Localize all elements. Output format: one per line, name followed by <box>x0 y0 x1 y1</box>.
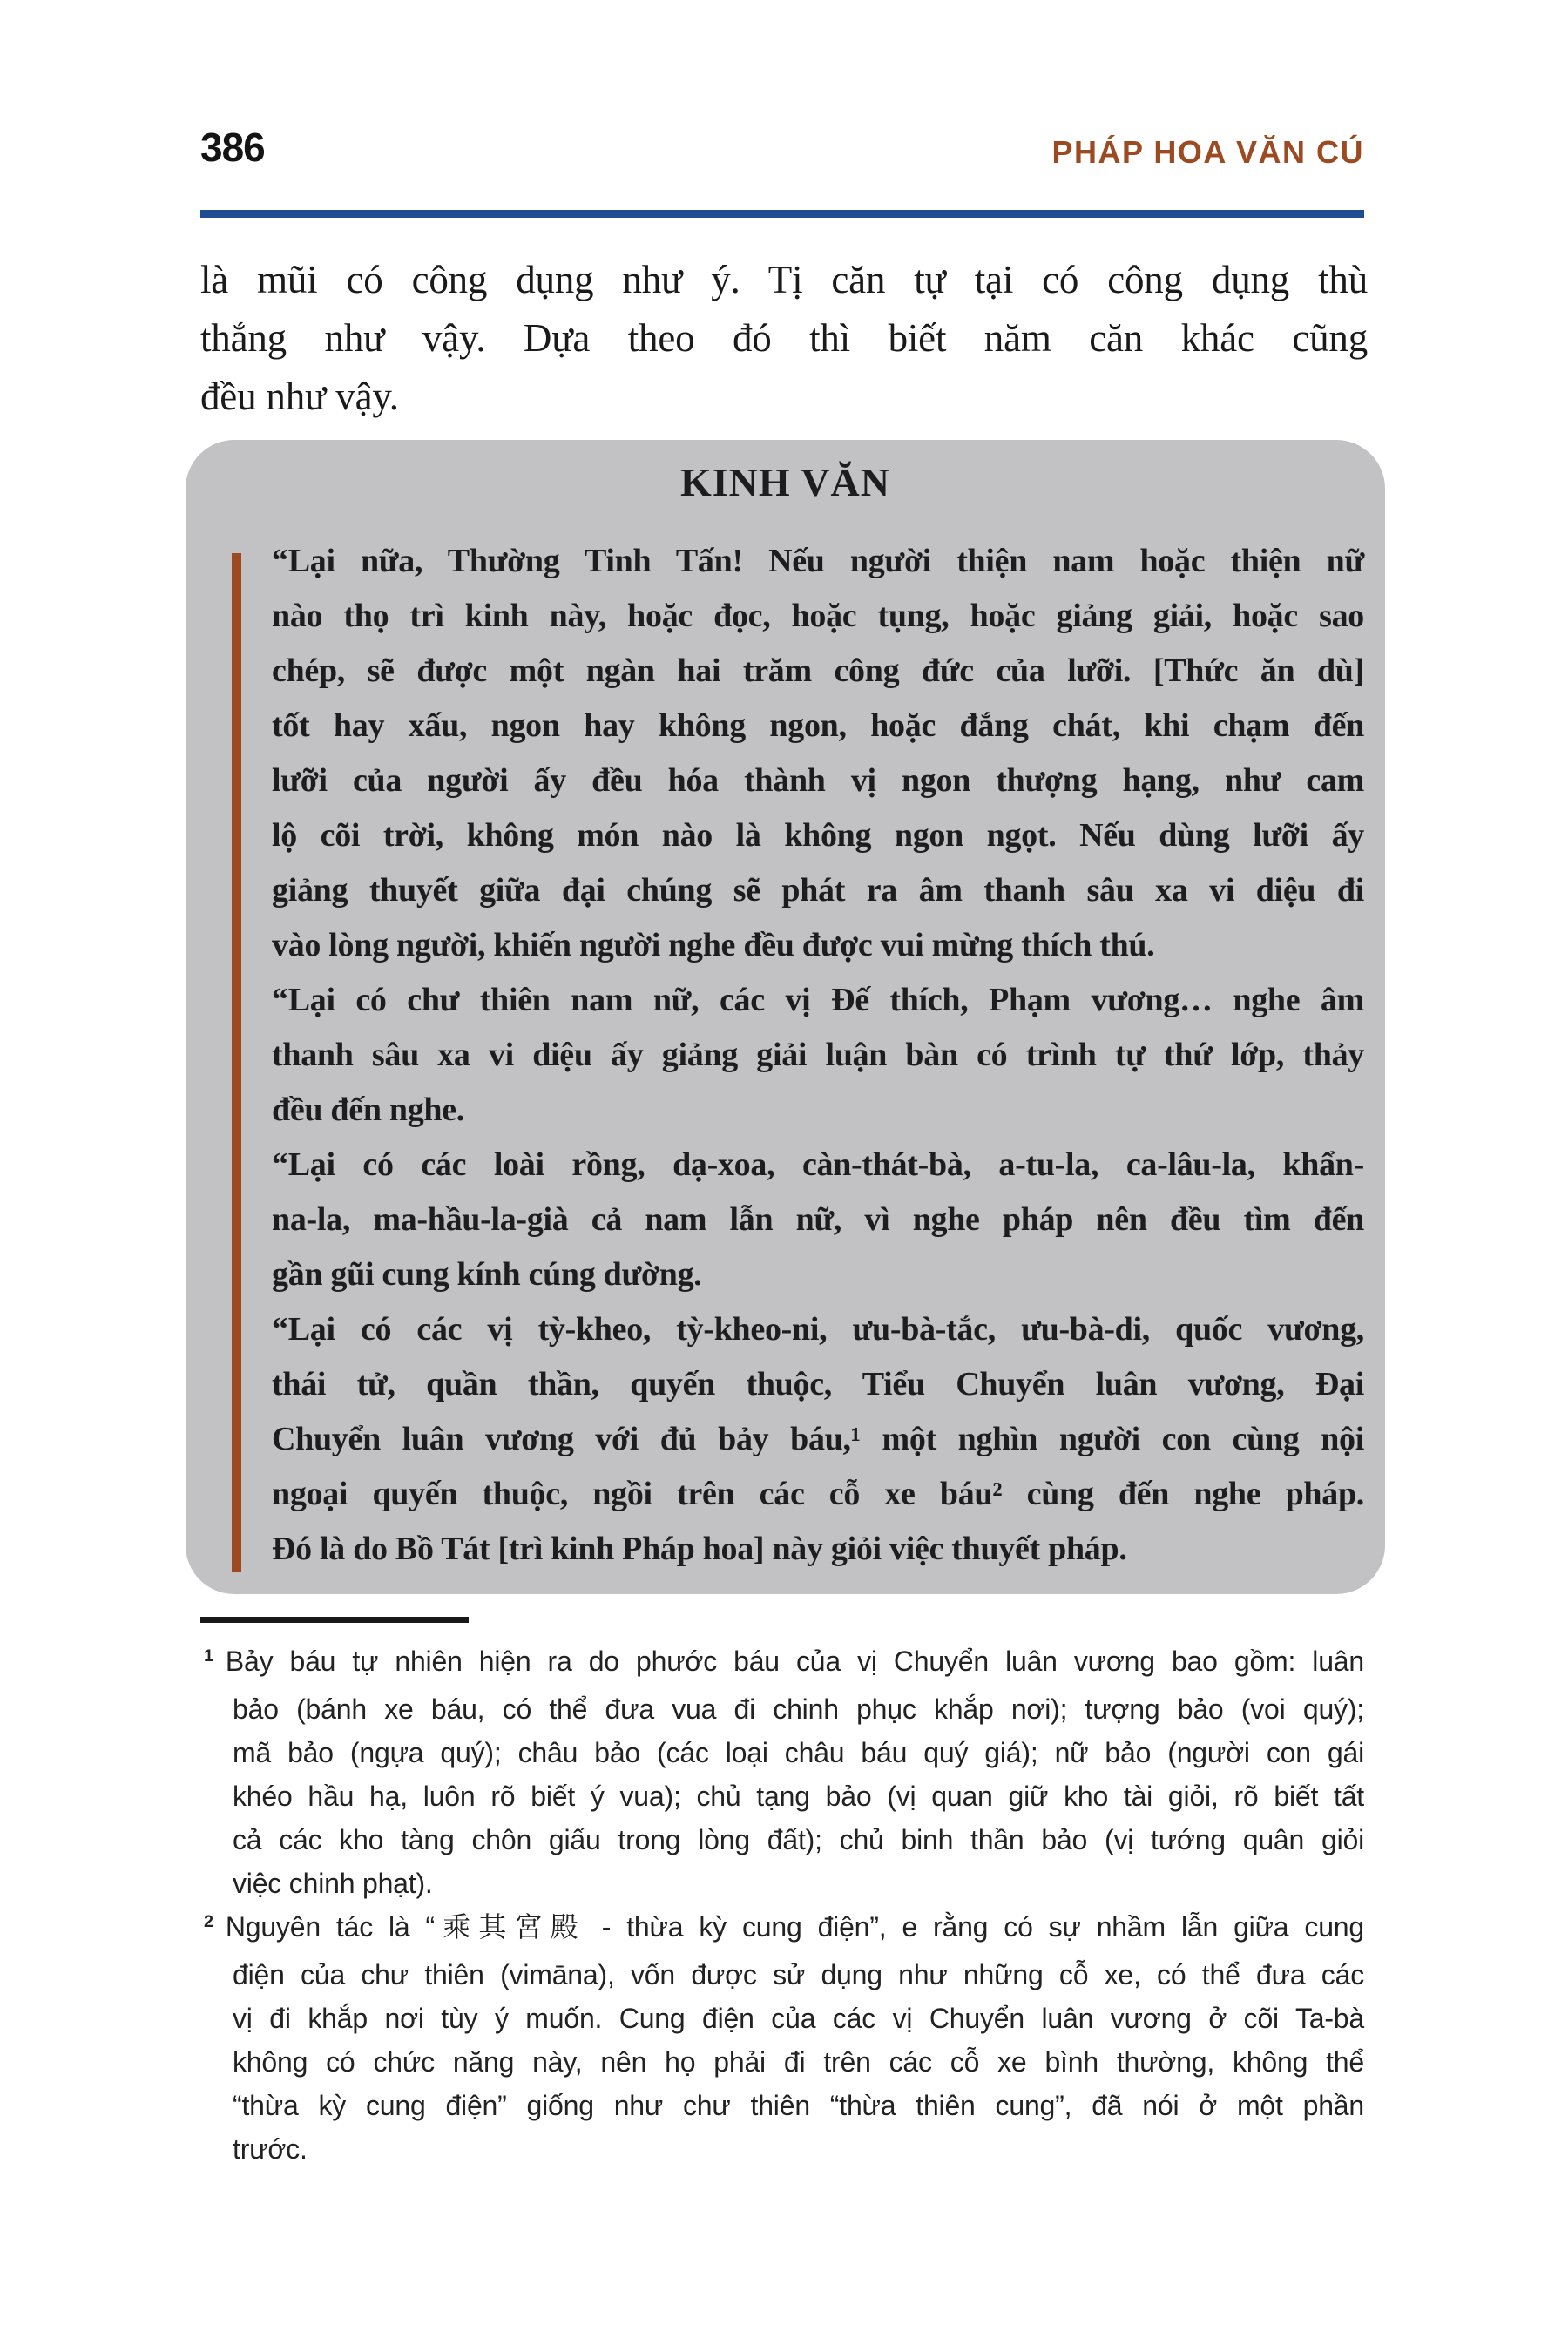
intro-line: là mũi có công dụng như ý. Tị căn tự tại có công dụng thù <box>200 258 1368 301</box>
intro-line: thắng như vậy. Dựa theo đó thì biết năm căn khác cũng <box>200 316 1368 360</box>
footnote-line: vị đi khắp nơi tùy ý muốn. Cung điện của các vị Chuyển luân vương ở cõi Ta-bà <box>233 2003 1364 2034</box>
kv-line: lộ cõi trời, không món nào là không ngon ngọt. Nếu dùng lưỡi ấy <box>272 817 1364 854</box>
footnote-line: mã bảo (ngựa quý); châu bảo (các loại châu báu quý giá); nữ bảo (người con gái <box>233 1737 1364 1768</box>
footnote-line: điện của chư thiên (vimāna), vốn được sử dụng như những cỗ xe, có thể đưa các <box>233 1959 1364 1990</box>
kv-line: Đó là do Bồ Tát [trì kinh Pháp hoa] này giỏi việc thuyết pháp. <box>272 1531 1127 1567</box>
footnote-marker: 2 <box>204 1912 213 1932</box>
kv-line: giảng thuyết giữa đại chúng sẽ phát ra âm thanh sâu xa vi diệu đi <box>272 872 1364 909</box>
footnote-line: cả các kho tàng chôn giấu trong lòng đất); chủ binh thần bảo (vị tướng quân giỏi <box>233 1824 1364 1855</box>
footnote-line: bảo (bánh xe báu, có thể đưa vua đi chinh phục khắp nơi); tượng bảo (voi quý); <box>233 1693 1364 1725</box>
kv-line: thanh sâu xa vi diệu ấy giảng giải luận bàn có trình tự thứ lớp, thảy <box>272 1037 1364 1073</box>
footnote-line <box>200 1639 1364 1687</box>
quote-bar <box>232 553 241 1572</box>
kv-line: gần gũi cung kính cúng dường. <box>272 1256 702 1293</box>
page-number: 386 <box>200 125 265 170</box>
kv-line: tốt hay xấu, ngon hay không ngon, hoặc đắng chát, khi chạm đến <box>272 707 1364 744</box>
kv-line: lưỡi của người ấy đều hóa thành vị ngon thượng hạng, như cam <box>272 762 1364 799</box>
footnote-1 <box>200 1639 1364 1905</box>
kv-line: na-la, ma-hầu-la-già cả nam lẫn nữ, vì nghe pháp nên đều tìm đến <box>272 1201 1364 1238</box>
kv-line: chép, sẽ được một ngàn hai trăm công đức của lưỡi. [Thức ăn dù] <box>272 652 1364 689</box>
footnote-line: không có chức năng này, nên họ phải đi trên các cỗ xe bình thường, không thể <box>233 2046 1364 2078</box>
kv-line: đều đến nghe. <box>272 1092 465 1128</box>
kv-line: Chuyển luân vương với đủ bảy báu,¹ một nghìn người con cùng nội <box>272 1421 1364 1457</box>
footnote-line: “thừa kỳ cung điện” giống như chư thiên “thừa thiên cung”, đã nói ở một phần <box>233 2090 1364 2121</box>
intro-paragraph <box>200 251 1368 426</box>
footnote-line: việc chinh phạt). <box>233 1868 433 1899</box>
header-rule <box>200 210 1364 218</box>
intro-line: đều như vậy. <box>200 375 399 418</box>
footnote-line <box>200 1905 1364 1953</box>
kv-line: nào thọ trì kinh này, hoặc đọc, hoặc tụng, hoặc giảng giải, hoặc sao <box>272 598 1364 634</box>
kv-line: “Lại có chư thiên nam nữ, các vị Đế thích, Phạm vương… nghe âm <box>272 982 1364 1018</box>
kinh-van-title: KINH VĂN <box>679 460 890 504</box>
footnote-text: Nguyên tác là “乘其宮殿 - thừa kỳ cung điện”, e rằng có sự nhầm lẫn giữa cung <box>225 1911 1364 1943</box>
footnote-2 <box>200 1905 1364 2171</box>
footnote-line: trước. <box>233 2133 308 2165</box>
kv-line: “Lại có các loài rồng, dạ-xoa, càn-thát-bà, a-tu-la, ca-lâu-la, khẩn- <box>272 1146 1364 1183</box>
footnote-separator <box>200 1617 469 1623</box>
footnote-marker: 1 <box>204 1646 213 1666</box>
kv-line: vào lòng người, khiến người nghe đều được vui mừng thích thú. <box>272 927 1155 963</box>
footnote-text: Bảy báu tự nhiên hiện ra do phước báu của vị Chuyển luân vương bao gồm: luân <box>225 1646 1364 1677</box>
running-title: PHÁP HOA VĂN CÚ <box>1051 134 1364 170</box>
kv-line: “Lại nữa, Thường Tinh Tấn! Nếu người thiện nam hoặc thiện nữ <box>272 543 1364 579</box>
kinh-van-box <box>186 440 1385 1594</box>
footnotes <box>200 1639 1364 2171</box>
kv-line: ngoại quyến thuộc, ngồi trên các cỗ xe báu² cùng đến nghe pháp. <box>272 1476 1364 1512</box>
kv-line: “Lại có các vị tỳ-kheo, tỳ-kheo-ni, ưu-bà-tắc, ưu-bà-di, quốc vương, <box>272 1311 1364 1348</box>
footnote-line: khéo hầu hạ, luôn rõ biết ý vua); chủ tạng bảo (vị quan giữ kho tài giỏi, rõ biết tất <box>233 1781 1364 1812</box>
kv-line: thái tử, quần thần, quyến thuộc, Tiểu Chuyển luân vương, Đại <box>272 1366 1364 1402</box>
kinh-van-text <box>272 534 1364 1577</box>
